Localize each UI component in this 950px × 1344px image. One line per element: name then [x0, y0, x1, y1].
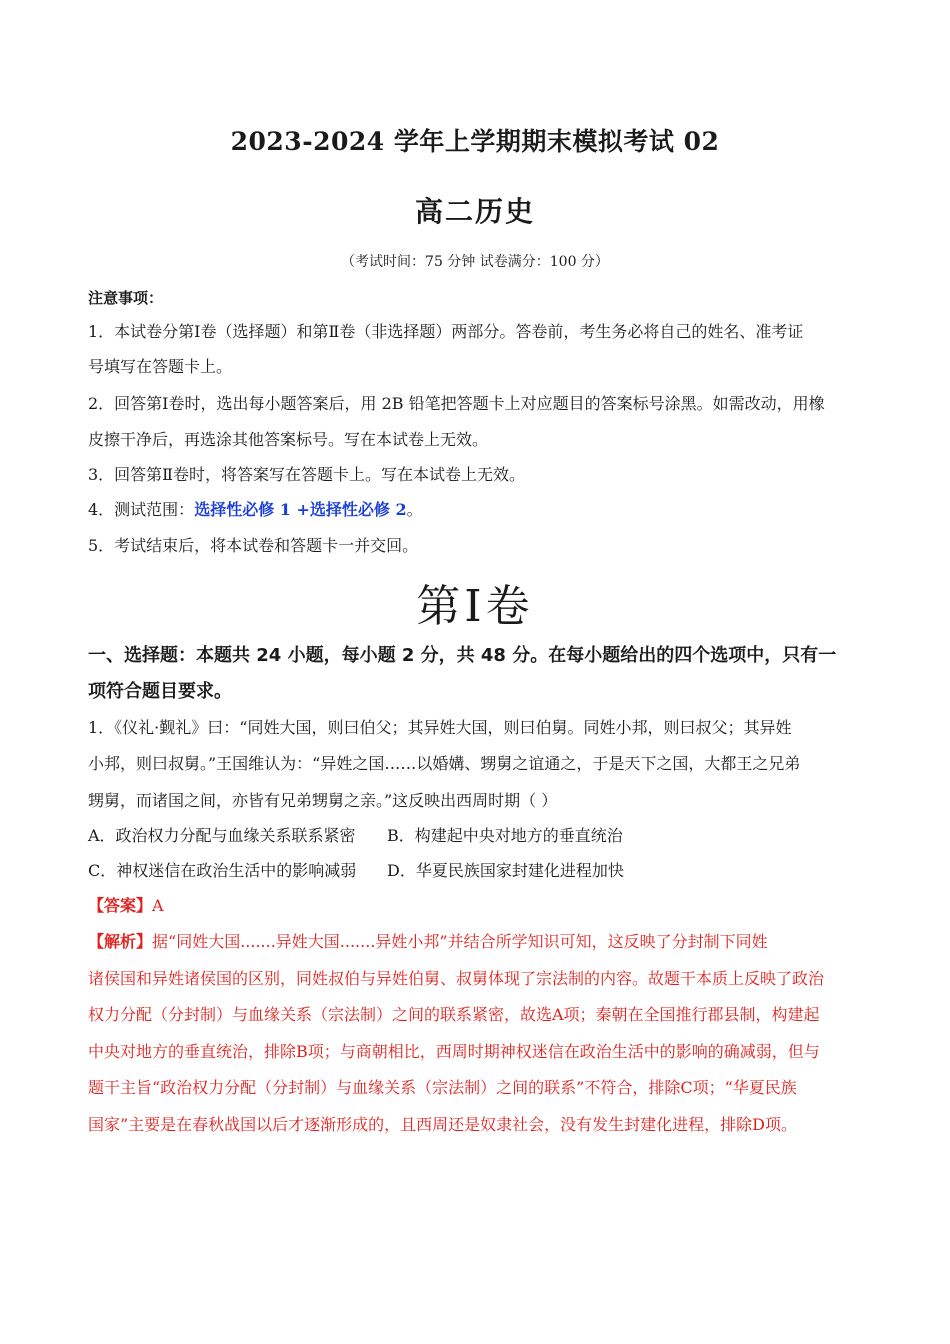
notice-item-3: 3．回答第Ⅱ卷时，将答案写在答题卡上。写在本试卷上无效。 — [88, 465, 526, 484]
notice-item-2-line-1: 2．回答第Ⅰ卷时，选出每小题答案后，用 2B 铅笔把答题卡上对应题目的答案标号涂黑。如需改动，用橡 — [88, 394, 825, 413]
answer-line — [88, 895, 868, 917]
notice-item-5: 5．考试结束后，将本试卷和答题卡一并交回。 — [88, 536, 419, 555]
test-scope: 选择性必修 1 +选择性必修 2 — [194, 500, 407, 519]
analysis-line-3: 权力分配（分封制）与血缘关系（宗法制）之间的联系紧密，故选A项；秦朝在全国推行郡县制，构建起 — [88, 1005, 820, 1024]
exam-title: 2023-2024 学年上学期期末模拟考试 02 — [230, 127, 720, 156]
question-stem-line-1: 1．《仪礼·觐礼》曰：“同姓大国，则曰伯父；其异姓大国，则曰伯舅。同姓小邦，则曰叔父；其异姓 — [88, 718, 792, 737]
option-a: A．政治权力分配与血缘关系联系紧密 — [88, 826, 356, 845]
analysis-text-1: 据“同姓大国.......异姓大国.......异姓小邦”并结合所学知识可知，这反映了分封制下同姓 — [152, 932, 768, 951]
analysis-line-1 — [88, 931, 868, 953]
notice-item-1-line-1: 1．本试卷分第Ⅰ卷（选择题）和第Ⅱ卷（非选择题）两部分。答卷前，考生务必将自己的姓名、准考证 — [88, 322, 804, 341]
notice-heading: 注意事项： — [88, 289, 164, 307]
exam-subject: 高二历史 — [414, 195, 535, 228]
notice-item-1-line-2: 号填写在答题卡上。 — [88, 357, 233, 376]
question-stem-line-2: 小邦，则曰叔舅。”王国维认为：“异姓之国……以婚媾、甥舅之谊通之，于是天下之国，大都王之兄弟 — [88, 754, 801, 773]
options-row-2 — [88, 860, 868, 882]
part-heading-line-2: 项符合题目要求。 — [88, 681, 232, 702]
option-c: C．神权迷信在政治生活中的影响减弱 — [88, 861, 357, 880]
analysis-tag: 【解析】 — [88, 932, 153, 951]
options-row-1 — [88, 825, 868, 847]
notice-item-4 — [88, 499, 868, 521]
analysis-line-2: 诸侯国和异姓诸侯国的区别，同姓叔伯与异姓伯舅、叔舅体现了宗法制的内容。故题干本质上反映了政治 — [88, 969, 825, 988]
analysis-line-5: 题干主旨“政治权力分配（分封制）与血缘关系（宗法制）之间的联系”不符合，排除C项；“华夏民族 — [88, 1078, 797, 1097]
analysis-line-4: 中央对地方的垂直统治，排除B项；与商朝相比，西周时期神权迷信在政治生活中的影响的确减弱，但与 — [88, 1042, 820, 1061]
part-heading-line-1: 一、选择题：本题共 24 小题，每小题 2 分，共 48 分。在每小题给出的四个选项中，只有一 — [88, 645, 837, 666]
notice-item-2-line-2: 皮擦干净后，再选涂其他答案标号。写在本试卷上无效。 — [88, 430, 489, 449]
notice-item-4-prefix: 4．测试范围： — [88, 500, 195, 519]
exam-info: （考试时间：75 分钟 试卷满分：100 分） — [341, 254, 609, 270]
option-d: D．华夏民族国家封建化进程加快 — [387, 861, 624, 880]
analysis-line-6: 国家”主要是在春秋战国以后才逐渐形成的，且西周还是奴隶社会，没有发生封建化进程，排除D项。 — [88, 1115, 798, 1134]
option-b: B．构建起中央对地方的垂直统治 — [387, 826, 623, 845]
answer-value: A — [152, 896, 164, 915]
question-stem-line-3: 甥舅，而诸国之间，亦皆有兄弟甥舅之亲。”这反映出西周时期（ ） — [88, 791, 558, 810]
answer-tag: 【答案】 — [88, 896, 153, 915]
notice-item-4-suffix: 。 — [406, 500, 423, 519]
section-title: 第Ⅰ卷 — [416, 581, 534, 632]
